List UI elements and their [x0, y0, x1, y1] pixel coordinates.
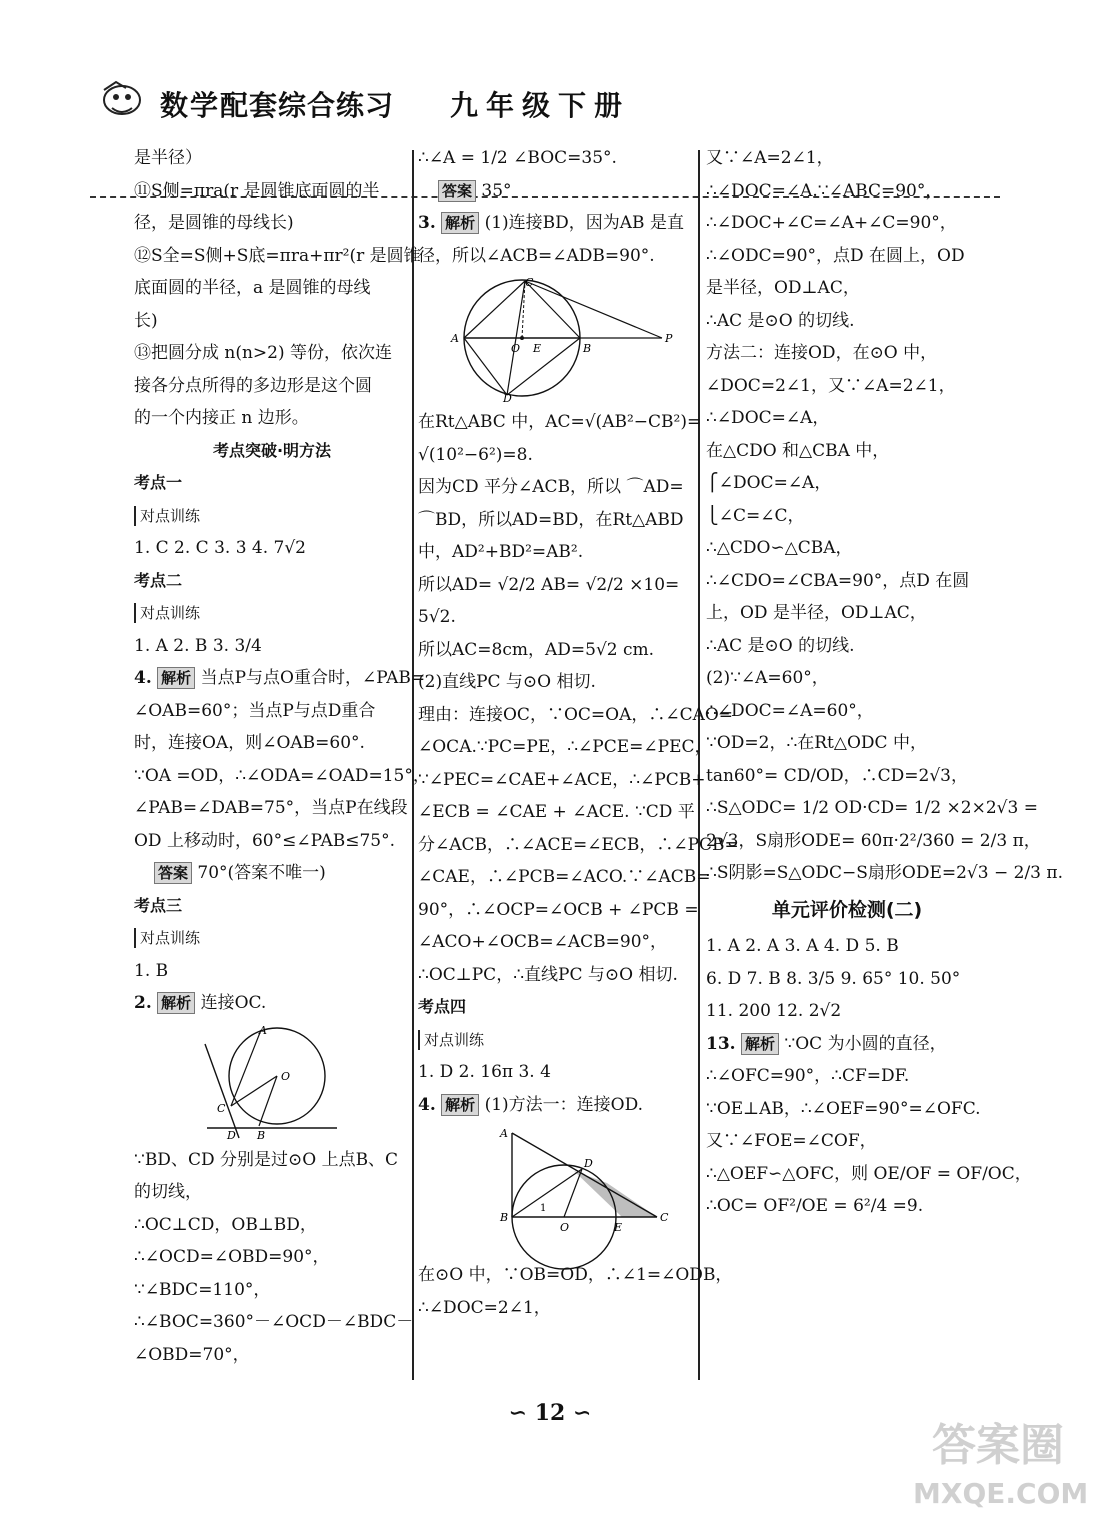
text-line: ∠DOC=2∠1，又∵∠A=2∠1，	[706, 375, 956, 396]
text-line: 又∵∠A=2∠1，	[706, 148, 834, 168]
text-line: ∴∠DOC=∠A.∵∠ABC=90°，	[706, 180, 943, 201]
text-line: ∴AC 是⊙O 的切线.	[706, 310, 855, 331]
text-line: ∴∠DOC+∠C=∠A+∠C=90°，	[706, 213, 957, 233]
text-line: ∵∠PEC=∠CAE+∠ACE，∴∠PCB+	[418, 769, 706, 790]
text-line: 分∠ACB，∴∠ACE=∠ECB，∴∠PCB=	[418, 834, 739, 855]
answer-line: 6. D 7. B 8. 3/5 9. 65° 10. 50°	[706, 968, 961, 989]
text-line: 所以AD= √2/2 AB= √2/2 ×10=	[418, 574, 680, 595]
text-line: ⑬把圆分成 n(n>2) 等份，依次连	[134, 343, 393, 363]
text-line: ∵BD、CD 分别是过⊙O 上点B、C	[134, 1149, 399, 1170]
text-line: 径，是圆锥的母线长)	[134, 213, 294, 233]
text-line: ∴△CDO∽△CBA，	[706, 538, 853, 558]
kaodian-heading: 考点一	[134, 473, 183, 492]
book-title	[160, 84, 394, 124]
text-line: 因为CD 平分∠ACB，所以 ⌒AD=	[418, 477, 684, 497]
text-line: ∠OBD=70°，	[134, 1344, 250, 1365]
text-line: ∴∠OFC=90°，∴CF=DF.	[706, 1066, 910, 1086]
section-title: 考点突破·明方法	[212, 440, 332, 460]
answer-tag: 答案	[154, 862, 192, 884]
text-line: 在⊙O 中，∵OB=OD，∴∠1=∠ODB，	[418, 1265, 733, 1285]
text-line: ∴∠CDO=∠CBA=90°，点D 在圆	[706, 570, 970, 591]
text-line: ∴△OEF∽△OFC，则 OE/OF = OF/OC，	[706, 1163, 1032, 1184]
text-line: (2)直线PC 与⊙O 相切.	[418, 672, 596, 692]
watermark-logo: 答案圈	[932, 1420, 1064, 1471]
analysis-tag: 解析	[157, 992, 195, 1014]
svg-text:D: D	[584, 1157, 593, 1170]
column-right: 又∵∠A=2∠1， ∴∠DOC=∠A.∵∠ABC=90°， ∴∠DOC+∠C=∠A+∠C=90°， ∴∠ODC=90°，点D 在圆上，OD 是半径，OD⊥AC， ∴AC 是⊙O 的切线. 方法二：连接OD，在⊙O 中， ∠DOC=2∠1，又∵∠A=2∠1， ∴∠DOC=∠A， 在△CDO 和△CBA 中， ⎧∠DOC=∠A， ⎩∠C=∠C， ∴△CDO∽△CBA， ∴∠CDO=∠CBA=90°，点D 在圆 上，OD 是半径，OD⊥AC， ∴AC 是⊙O 的切线. (2)∵∠A=60°， ∴∠DOC=∠A=60°， ∵OD=2，∴在Rt△ODC 中， tan60°= CD/OD，∴CD=2√3， ∴S△ODC= 1/2 OD·CD= 1/2 ×2×2√3 = 2√3，S扇形ODE= 60π·2²/360 = 2/3 π， ∴S阴影=S△ODC−S扇形ODE=2√3 − 2/3 π. 单元评价检测(二) 1. A 2. A 3. A 4. D 5. B 6. D 7. B 8. 3/5 9. 65° 10. 50° 11. 200 12. 2√2 13. 解析 ∵OC 为小圆的直径， ∴∠OFC=90°，∴CF=DF. ∵OE⊥AB，∴∠OEF=90°=∠OFC. 又∵∠FOE=∠COF， ∴△OEF∽△OFC，则 OE/OF = OF/OC， ∴OC= OF²/OE = 6²/4 =9.	[706, 142, 988, 1223]
text-line: 70°(答案不唯一)	[197, 863, 326, 883]
text-line: ∴∠A = 1/2 ∠BOC=35°.	[418, 148, 617, 168]
svg-text:A: A	[500, 1127, 508, 1140]
text-line: ∠OAB=60°；当点P与点D重合	[134, 700, 376, 721]
analysis-tag: 解析	[157, 667, 195, 689]
right-triangle-circle-figure	[442, 1125, 672, 1255]
watermark-url: MXQE.COM	[913, 1477, 1089, 1510]
answer-line: 1. D 2. 16π 3. 4	[418, 1062, 551, 1082]
book-title-rest: 配套综合练习	[220, 89, 395, 122]
text-line: ⑪S侧=πra(r 是圆锥底面圆的半	[134, 180, 380, 201]
answer-line: 1. C 2. C 3. 3 4. 7√2	[134, 538, 307, 558]
text-line: 是半径，OD⊥AC，	[706, 278, 860, 298]
column-divider	[698, 150, 700, 1380]
wave-left-icon: ∽	[508, 1400, 528, 1426]
circle-chord-figure	[437, 276, 677, 405]
column-left: 是半径） ⑪S侧=πra(r 是圆锥底面圆的半 径，是圆锥的母线长) ⑫S全=S侧+S底=πra+πr²(r 是圆锥 底面圆的半径，a 是圆锥的母线 长) ⑬把圆分成 n(n>2) 等份，依次连 接各分点所得的多边形是这个圆 的一个内接正 n 边形。 考点突破·明方法 考点一 对点训练 1. C 2. C 3. 3 4. 7√2 考点二 对点训练 1. A 2. B 3. 3/4 4. 解析 当点P与点O重合时，∠PAB= ∠OAB=60°；当点P与点D重合 时，连接OA，则∠OAB=60°. ∵OA =OD，∴∠ODA=∠OAD=15°， ∠PAB=∠DAB=75°，当点P在线段 OD 上移动时，60°≤∠PAB≤75°. 答案 70°(答案不唯一) 考点三 对点训练 1. B 2. 解析 连接OC. A O C D B ∵BD、CD 分别是过⊙O 上点B、C 的切线， ∴OC⊥CD，OB⊥BD， ∴∠OCD=∠OBD=90°， ∵∠BDC=110°， ∴∠BOC=360°－∠OCD－∠BDC－ ∠OBD=70°，	[134, 142, 410, 1371]
svg-text:B: B	[257, 1128, 266, 1142]
drill-label: 对点训练	[134, 928, 200, 948]
book-title-subject: 数学	[160, 89, 221, 122]
text-line: 中，AD²+BD²=AB².	[418, 542, 584, 562]
drill-label: 对点训练	[418, 1030, 484, 1050]
text-line: 接各分点所得的多边形是这个圆	[134, 375, 372, 396]
text-line: tan60°= CD/OD，∴CD=2√3，	[706, 765, 968, 786]
text-line: 时，连接OA，则∠OAB=60°.	[134, 733, 365, 753]
kaodian-heading: 考点二	[134, 570, 183, 590]
text-line: ∴∠DOC=2∠1，	[418, 1297, 551, 1318]
unit-test-title: 单元评价检测(二)	[771, 898, 923, 921]
page-number: 12	[534, 1400, 566, 1426]
column-divider	[412, 150, 414, 1380]
text-line: 长)	[134, 310, 158, 331]
text-line: 方法二：连接OD，在⊙O 中，	[706, 343, 938, 363]
kaodian-heading: 考点三	[134, 895, 183, 915]
answer-tag: 答案	[438, 180, 476, 202]
text-line: ∴OC⊥PC，∴直线PC 与⊙O 相切.	[418, 964, 678, 985]
text-line: ∴S△ODC= 1/2 OD·CD= 1/2 ×2×2√3 =	[706, 798, 1038, 818]
text-line: ∴∠ODC=90°，点D 在圆上，OD	[706, 245, 965, 266]
mascot-logo-icon	[98, 78, 146, 118]
grade-label: 九年级下册	[450, 89, 631, 122]
text-line: 在△CDO 和△CBA 中，	[706, 440, 890, 461]
text-line: ∴OC= OF²/OE = 6²/4 =9.	[706, 1196, 924, 1216]
text-line: 底面圆的半径，a 是圆锥的母线	[134, 278, 371, 298]
svg-text:E: E	[533, 342, 542, 355]
text-line: ∵OC 为小圆的直径，	[784, 1033, 947, 1054]
text-line: OD 上移动时，60°≤∠PAB≤75°.	[134, 830, 396, 851]
text-line: √(10²−6²)=8.	[418, 444, 533, 465]
text-line: (1)方法一：连接OD.	[484, 1094, 644, 1115]
svg-text:O: O	[560, 1221, 570, 1234]
text-line: 90°，∴∠OCP=∠OCB + ∠PCB =	[418, 899, 699, 920]
answer-line: 1. A 2. A 3. A 4. D 5. B	[706, 936, 899, 956]
text-line: ∴∠BOC=360°－∠OCD－∠BDC－	[134, 1312, 414, 1332]
text-line: ∠ECB = ∠CAE + ∠ACE. ∵CD 平	[418, 802, 695, 822]
text-line: (1)连接BD，因为AB 是直	[484, 213, 684, 233]
svg-text:A: A	[259, 1023, 267, 1037]
text-line: 当点P与点O重合时，∠PAB=	[200, 668, 426, 688]
text-line: ∠OCA.∵PC=PE，∴∠PCE=∠PEC，	[418, 737, 712, 757]
text-line: ⌒BD，所以AD=BD，在Rt△ABD	[418, 509, 684, 530]
svg-text:P: P	[665, 332, 673, 345]
text-line: ∴∠DOC=∠A，	[706, 408, 830, 428]
text-line: ∠CAE，∴∠PCB=∠ACO.∵∠ACB=	[418, 867, 711, 887]
text-line: (2)∵∠A=60°，	[706, 668, 829, 688]
text-line: ⑫S全=S侧+S底=πra+πr²(r 是圆锥	[134, 245, 421, 266]
text-line: 上，OD 是半径，OD⊥AC，	[706, 603, 927, 623]
kaodian-heading: 考点四	[418, 997, 467, 1016]
text-line: ⎩∠C=∠C，	[706, 505, 805, 526]
text-line: 的一个内接正 n 边形。	[134, 408, 309, 428]
svg-text:B: B	[583, 342, 592, 355]
column-middle: ∴∠A = 1/2 ∠BOC=35°. 答案 35° 3. 解析 (1)连接BD，因为AB 是直 径，所以∠ACB=∠ADB=90°. A C O E B P D 在Rt△ABC 中，AC=√(AB²−CB²)= √(10²−6²)=8. 因为CD 平分∠ACB，所以 ⌒AD= ⌒BD，所以AD=BD，在Rt△ABD 中，AD²+BD²=AB². 所以AD= √2/2 AB= √2/2 ×10= 5√2. 所以AC=8cm，AD=5√2 cm. (2)直线PC 与⊙O 相切. 理由：连接OC，∵OC=OA，∴∠CAO= ∠OCA.∵PC=PE，∴∠PCE=∠PEC， ∵∠PEC=∠CAE+∠ACE，∴∠PCB+ ∠ECB = ∠CAE + ∠ACE. ∵CD 平 分∠ACB，∴∠ACE=∠ECB，∴∠PCB= ∠CAE，∴∠PCB=∠ACO.∵∠ACB= 90°，∴∠OCP=∠OCB + ∠PCB = ∠ACO+∠OCB=∠ACB=90°， ∴OC⊥PC，∴直线PC 与⊙O 相切. 考点四 对点训练 1. D 2. 16π 3. 4 4. 解析 (1)方法一：连接OD. A D B O E C 1 在⊙O 中，∵OB=OD，∴∠1=∠ODB， ∴∠DOC=2∠1，	[418, 142, 696, 1324]
svg-text:A: A	[451, 332, 459, 345]
text-line: 35°	[481, 180, 512, 201]
text-line: 理由：连接OC，∵OC=OA，∴∠CAO=	[418, 704, 734, 725]
svg-text:O: O	[281, 1069, 291, 1083]
analysis-tag: 解析	[441, 1094, 479, 1116]
text-line: 径，所以∠ACB=∠ADB=90°.	[418, 245, 655, 266]
svg-text:C: C	[217, 1101, 226, 1115]
text-line: 是半径）	[134, 148, 202, 168]
text-line: 5√2.	[418, 607, 456, 627]
wave-right-icon: ∽	[572, 1400, 592, 1426]
svg-text:1: 1	[540, 1203, 547, 1214]
text-line: 在Rt△ABC 中，AC=√(AB²−CB²)=	[418, 412, 702, 432]
drill-label: 对点训练	[134, 506, 200, 526]
text-line: ∠PAB=∠DAB=75°，当点P在线段	[134, 798, 408, 818]
answer-line: 11. 200 12. 2√2	[706, 1001, 842, 1021]
page-footer	[480, 1400, 620, 1426]
text-line: ⎧∠DOC=∠A，	[706, 473, 832, 493]
svg-text:D: D	[503, 392, 512, 405]
svg-text:O: O	[511, 342, 521, 355]
text-line: 又∵∠FOE=∠COF，	[706, 1131, 877, 1151]
text-line: 连接OC.	[200, 993, 267, 1013]
text-line: 的切线，	[134, 1182, 202, 1202]
text-line: ∴S阴影=S△ODC−S扇形ODE=2√3 − 2/3 π.	[706, 863, 1063, 883]
svg-text:C: C	[525, 276, 534, 289]
answer-line: 1. A 2. B 3. 3/4	[134, 635, 262, 656]
text-line: ∴∠OCD=∠OBD=90°，	[134, 1247, 330, 1267]
svg-text:B: B	[500, 1211, 509, 1224]
svg-text:C: C	[660, 1211, 669, 1224]
svg-text:E: E	[614, 1221, 623, 1234]
text-line: ∵OA =OD，∴∠ODA=∠OAD=15°，	[134, 765, 430, 786]
text-line: ∵OD=2，∴在Rt△ODC 中，	[706, 733, 927, 753]
text-line: 所以AC=8cm，AD=5√2 cm.	[418, 639, 655, 660]
analysis-tag: 解析	[741, 1033, 779, 1055]
text-line: ∴AC 是⊙O 的切线.	[706, 635, 855, 656]
circle-tangent-figure	[197, 1024, 347, 1140]
answer-line: 1. B	[134, 960, 169, 981]
text-line: ∵OE⊥AB，∴∠OEF=90°=∠OFC.	[706, 1098, 981, 1119]
page-header	[90, 70, 630, 130]
text-line: ∠ACO+∠OCB=∠ACB=90°，	[418, 932, 668, 952]
text-line: 2√3，S扇形ODE= 60π·2²/360 = 2/3 π，	[706, 830, 1041, 851]
watermark	[913, 1416, 1089, 1526]
analysis-tag: 解析	[441, 212, 479, 234]
text-line: ∵∠BDC=110°，	[134, 1279, 271, 1300]
svg-text:D: D	[227, 1128, 236, 1142]
text-line: ∴OC⊥CD，OB⊥BD，	[134, 1214, 317, 1235]
text-line: ∴∠DOC=∠A=60°，	[706, 700, 874, 721]
drill-label: 对点训练	[134, 603, 200, 623]
